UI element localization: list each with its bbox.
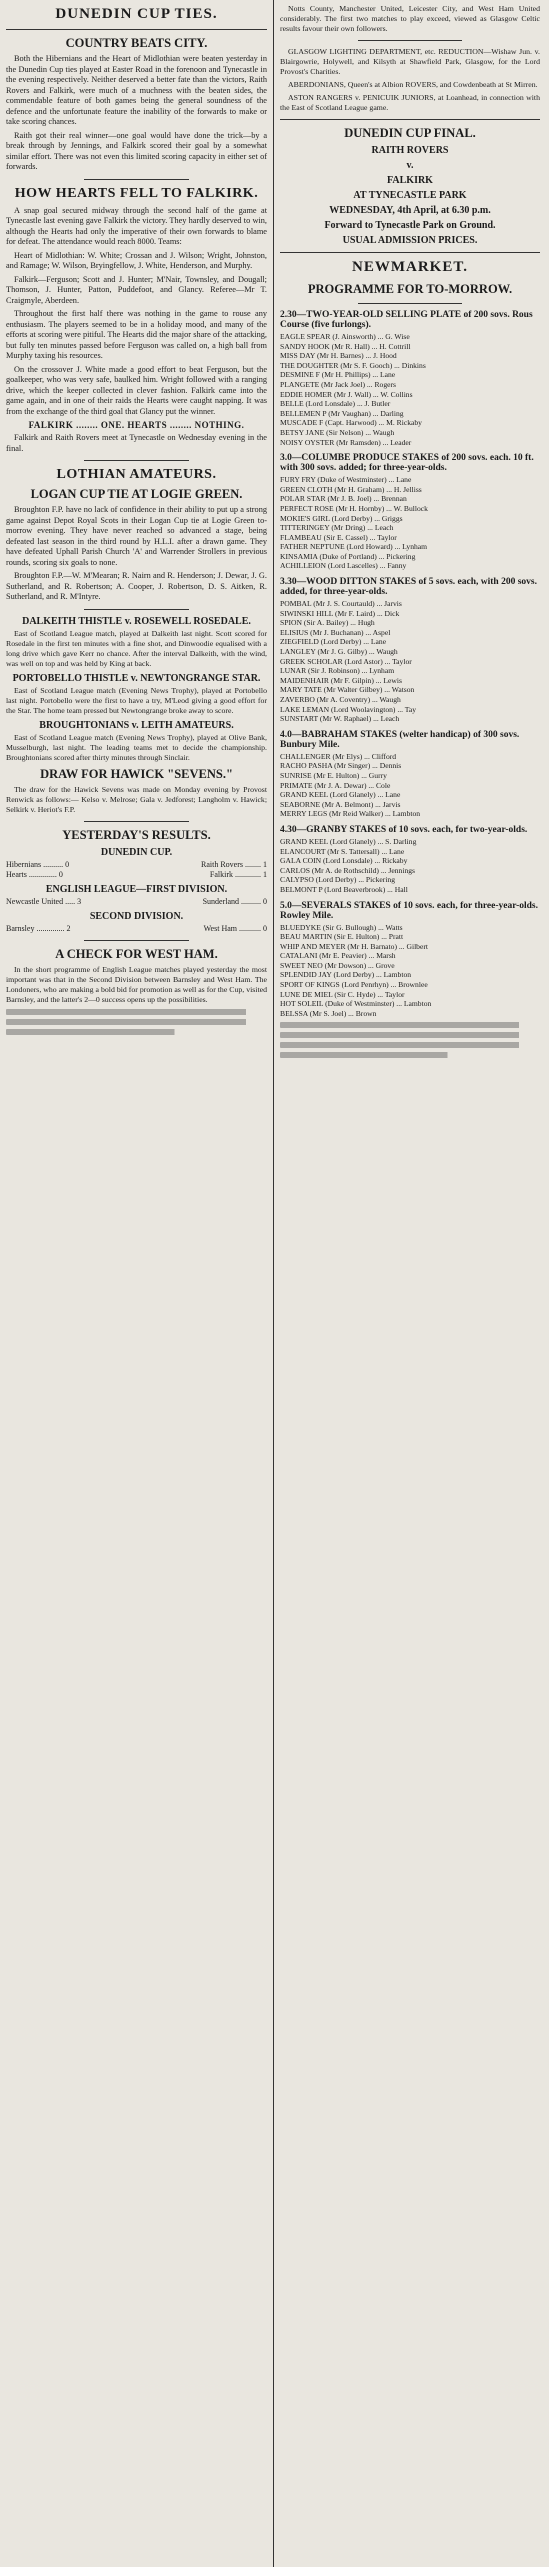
paragraph: Falkirk and Raith Rovers meet at Tynecastle on Wednesday evening in the final. <box>6 433 267 453</box>
results-subhead: ENGLISH LEAGUE—FIRST DIVISION. <box>45 883 228 895</box>
race-entry: MUSCADE F (Capt. Harwood) ... M. Rickaby <box>280 418 422 428</box>
paragraph: East of Scotland League match (Evening News Trophy), played at Portobello last night. Portobello were the first to have a try, M'Leod giving a good effort for the Star. The home team pressed but Newtongrange broke away to score. <box>6 685 267 715</box>
race-entry: GREEK SCHOLAR (Lord Astor) ... Taylor <box>280 656 412 666</box>
story-broughtonians-leith <box>6 720 267 763</box>
race-entry: POMBAL (Mr J. S. Courtauld) ... Jarvis <box>280 599 402 609</box>
race-entry: CATALANI (Mr E. Peavier) ... Marsh <box>280 951 396 961</box>
race-entry: BLUEDYKE (Sir G. Bullough) ... Watts <box>280 922 403 932</box>
race-entry: BELLEMEN P (Mr Vaughan) ... Darling <box>280 408 404 418</box>
race-entry: NOISY OYSTER (Mr Ramsden) ... Leader <box>280 437 412 447</box>
race-entry: ZAVERBO (Mr A. Coventry) ... Waugh <box>280 695 401 704</box>
paragraph: Notts County, Manchester United, Leicester City, and West Ham United considerably. The first two matches to play exceed, viewed as Glasgow Celtic results favour their own followers. <box>280 4 540 33</box>
paragraph: Broughton F.P.—W. M'Mearan; R. Nairn and R. Henderson; J. Dewar, J. G. Sutherland, and R. Robertson; A. Cooper, J. Robertson, D. S. Aitken, R. Sutherland, and R. M'Intyre. <box>6 571 267 601</box>
race-entry: SPLENDID JAY (Lord Derby) ... Lambton <box>280 970 412 980</box>
race-entry: SUNRISE (Mr E. Hulton) ... Gurry <box>280 770 387 780</box>
race-entry: MAIDENHAIR (Mr F. Gilpin) ... Lewis <box>280 675 402 685</box>
paragraph: A snap goal secured midway through the second half of the game at Tynecastle last evening gave Falkirk the victory. They hardly deserved to win, although the Hearts had only the imperative of their own forwards to blame for defeat. The attendance would reach 8000. Teams: <box>6 205 267 246</box>
divider <box>84 609 188 610</box>
race-entry: BELSSA (Mr S. Joel) ... Brown <box>280 1008 377 1018</box>
paragraph: East of Scotland League match (Evening News Trophy), played at Olive Bank, Musselburgh, last night. The leading teams met to decide the championship. Broughtonians scored after thirty minutes through Sinclair. <box>6 732 267 762</box>
race-entry: LUNE DE MIEL (Sir C. Hyde) ... Taylor <box>280 989 405 999</box>
race-entry: CHALLENGER (Mr Elys) ... Clifford <box>280 751 397 761</box>
headline: DRAW FOR HAWICK "SEVENS." <box>40 766 233 781</box>
race-entry: KINSAMIA (Duke of Portland) ... Pickering <box>280 551 416 561</box>
race-entry: TITTERINGEY (Mr Dring) ... Leach <box>280 523 394 533</box>
race-entry: BELLE (Lord Lonsdale) ... J. Butler <box>280 399 391 409</box>
race-entry: ZIEGFIELD (Lord Derby) ... Lane <box>280 637 387 647</box>
yesterdays-results <box>6 828 267 934</box>
illegible-text-block <box>6 1009 267 1035</box>
race-entry: BELMONT P (Lord Beaverbrook) ... Hall <box>280 884 408 894</box>
race-title: 3.30—WOOD DITTON STAKES of 5 sovs. each, with 200 sovs. added, for three-year-olds. <box>280 577 537 598</box>
paragraph: East of Scotland League match, played at Dalkeith last night. Scott scored for Rosedale in the first ten minutes with a fine shot, and Dinwoodie equalised with a long drive which gave Kerr no chance. After the interval Dalkeith, with the wind, was well on top and was held by King at back. <box>6 628 267 668</box>
score-line: FALKIRK ........ ONE. HEARTS ........ NOTHING. <box>28 420 245 430</box>
race-entry: LAKE LEMAN (Lord Woolavington) ... Tay <box>280 704 417 714</box>
race-title: 2.30—TWO-YEAR-OLD SELLING PLATE of 200 sovs. Rous Course (five furlongs). <box>280 310 533 330</box>
race-entry: HOT SOLEIL (Duke of Westminster) ... Lambton <box>280 999 432 1009</box>
race-entry: FATHER NEPTUNE (Lord Howard) ... Lynham <box>280 542 428 552</box>
race-entry: BEAU MARTIN (Sir E. Hulton) ... Pratt <box>280 932 404 942</box>
race-entry: RACHO PASHA (Mr Singer) ... Dennis <box>280 761 402 771</box>
race-entry: SIWINSKI HILL (Mr F. Laird) ... Dick <box>280 608 400 618</box>
results-subhead: SECOND DIVISION. <box>89 910 184 922</box>
masthead: DUNEDIN CUP TIES. <box>55 6 218 22</box>
race-entry: FURY FRY (Duke of Westminster) ... Lane <box>280 475 412 485</box>
paragraph: On the crossover J. White made a good effort to beat Ferguson, but the goalkeeper, who was very safe, baulked him. Wright followed with a ranging drive, which the keeper collected in clever fashion. Falkirk came into the game again, and in one of their raids the Hearts were caught napping. It was from the exchange of the third goal that Glancy put the winner. <box>6 364 267 416</box>
subheadline: LOGAN CUP TIE AT LOGIE GREEN. <box>30 487 243 501</box>
paragraph: The draw for the Hawick Sevens was made on Monday evening by Provost Renwick as follows:— Kelso v. Melrose; Gala v. Jedforest; Langholm v. Hawick; Selkirk v. Heriot's F.P. <box>6 784 267 814</box>
race-entry: SWEET NEO (Mr Dowson) ... Grove <box>280 960 395 970</box>
race-entry: BETSY JANE (Sir Nelson) ... Waugh <box>280 427 395 437</box>
divider <box>280 252 540 253</box>
race-entry: EDDIE HOMER (Mr J. Wall) ... W. Collins <box>280 389 413 399</box>
headline: A CHECK FOR WEST HAM. <box>55 946 218 961</box>
illegible-text-block <box>280 1022 540 1058</box>
race-entry: PERFECT ROSE (Mr H. Hornby) ... W. Bullock <box>280 503 428 513</box>
divider <box>280 119 540 120</box>
divider <box>84 460 188 461</box>
headline: DALKEITH THISTLE v. ROSEWELL ROSEDALE. <box>22 615 251 627</box>
headline: COUNTRY BEATS CITY. <box>65 36 208 50</box>
headline: HOW HEARTS FELL TO FALKIRK. <box>14 185 259 201</box>
result-row: Barnsley .............. 2 West Ham ........... 0 <box>6 923 267 933</box>
race <box>280 730 540 819</box>
divider <box>84 179 188 180</box>
race-entry: SANDY HOOK (Mr R. Hall) ... H. Cottrill <box>280 341 411 351</box>
race-list <box>280 310 540 1018</box>
race-entry: ACHILLEION (Lord Lascelles) ... Fanny <box>280 561 407 571</box>
race-entry: FLAMBEAU (Sir E. Cassel) ... Taylor <box>280 532 397 542</box>
race-title: 4.30—GRANBY STAKES of 10 sovs. each, for two-year-olds. <box>280 824 528 835</box>
race-entry: ELANCOURT (Mr S. Tattersall) ... Lane <box>280 846 405 856</box>
headline: YESTERDAY'S RESULTS. <box>62 827 211 842</box>
headline: LOTHIAN AMATEURS. <box>56 467 217 482</box>
race-entry: PLANGETE (Mr Jack Joel) ... Rogers <box>280 379 396 389</box>
race-entry: CALYPSO (Lord Derby) ... Pickering <box>280 875 396 885</box>
paragraph: Heart of Midlothian: W. White; Crossan and J. Wilson; Wright, Johnston, and Ramage; W. Wilson, Bryingfellow, J. White, Henderson, and Murphy. <box>6 250 267 270</box>
race-entry: MISS DAY (Mr H. Barnes) ... J. Hood <box>280 351 397 361</box>
race <box>280 577 540 724</box>
race-entry: GRAND KEEL (Lord Glanely) ... Lane <box>280 790 401 800</box>
race-entry: EAGLE SPEAR (J. Ainsworth) ... G. Wise <box>280 332 410 341</box>
notice: ASTON RANGERS v. PENICUIK JUNIORS, at Loanhead, in connection with the East of Scotland League game. <box>280 93 540 112</box>
story-hawick-sevens <box>6 767 267 815</box>
result-row: Newcastle United ..... 3 Sunderland .......... 0 <box>6 896 267 906</box>
race-entry: MARY TATE (Mr Walter Gilbey) ... Watson <box>280 685 415 695</box>
race-entry: CARLOS (Mr A. de Rothschild) ... Jennings <box>280 865 416 875</box>
race-entry: SPION (Sir A. Bailey) ... Hugh <box>280 618 375 628</box>
race <box>280 825 540 895</box>
headline: DUNEDIN CUP FINAL. <box>344 126 476 140</box>
paragraph: Raith got their real winner—one goal would have done the trick—by a break through by Jennings, and Falkirk scored their goal by a somewhat similar effort. There was not even this limited scoring capacity in either set of forwards. <box>6 130 267 171</box>
headline: NEWMARKET. <box>352 259 468 275</box>
race <box>280 453 540 571</box>
race-entry: GRAND KEEL (Lord Glanely) ... S. Darling <box>280 836 417 846</box>
headline: BROUGHTONIANS v. LEITH AMATEURS. <box>39 719 234 731</box>
race-entry: WHIP AND MEYER (Mr H. Barnato) ... Gilbert <box>280 941 428 951</box>
race-entry: SPORT OF KINGS (Lord Penrhyn) ... Brownlee <box>280 980 428 990</box>
race <box>280 310 540 447</box>
race-entry: GREEN CLOTH (Mr H. Graham) ... H. Jelliss <box>280 484 422 494</box>
divider <box>84 940 188 941</box>
race <box>280 901 540 1019</box>
result-row: Hearts .............. 0 Falkirk ............. 1 <box>6 869 267 879</box>
race-entry: THE DOUGHTER (Mr S. F. Gooch) ... Dinkins <box>280 360 426 370</box>
divider <box>84 821 188 822</box>
subheadline: PROGRAMME FOR TO-MORROW. <box>307 282 513 296</box>
race-entry: DESMINE F (Mr H. Phillips) ... Lane <box>280 370 396 380</box>
story-dalkeith-rosewell <box>6 616 267 669</box>
divider <box>6 29 267 30</box>
race-entry: LANGLEY (Mr J. G. Gilby) ... Waugh <box>280 647 398 657</box>
race-entry: SEABORNE (Mr A. Belmont) ... Jarvis <box>280 799 401 809</box>
story-portobello-newtongrange <box>6 673 267 716</box>
race-entry: MERRY LEGS (Mr Reid Walker) ... Lambton <box>280 809 421 819</box>
results-subhead: DUNEDIN CUP. <box>100 846 173 858</box>
story-hearts-falkirk <box>6 186 267 455</box>
paragraph: Throughout the first half there was nothing in the game to rouse any enthusiasm. The players seemed to be in a holiday mood, and many of the efforts at scoring were pitiful. The Hearts did the major share of the attacking, but fully ten minutes passed before Ferguson was called on, a high ball from Murphy taxing his resources. <box>6 309 267 360</box>
race-entry: SUNSTART (Mr W. Raphael) ... Leach <box>280 714 400 724</box>
race-entry: PRIMATE (Mr J. A. Dewar) ... Cole <box>280 780 391 790</box>
story-check-west-ham <box>6 947 267 1005</box>
story-lothian-amateurs <box>6 467 267 603</box>
paragraph: Broughton F.P. have no lack of confidence in their ability to put up a strong game against Depot Royal Scots in their Logan Cup tie at Logie Green to-morrow evening. They have never reached so advanced a stage, being defeated last season in the third round by H.L.I. after a drawn game. They have defeated Uphall Parish Church 'A' and Warrender Strollers in previous rounds, scoring six goals to none. <box>6 505 267 567</box>
right-column <box>274 0 548 2567</box>
paragraph: Both the Hibernians and the Heart of Midlothian were beaten yesterday in the Dunedin Cup ties played at Easter Road in the forenoon and Tynecastle in the evening respectively. Neither deserved a better fate than the victors, Raith Rovers and Falkirk, were much of a muchness with the beaten sides, the commendable feature of both games being the general soundness of the defence and the unfortunate feature the inability of the forwards to make or take scoring chances. <box>6 54 267 126</box>
newmarket-section <box>280 259 540 1018</box>
race-entry: ELISIUS (Mr J. Buchanan) ... Aspel <box>280 627 391 637</box>
paragraph: Falkirk—Ferguson; Scott and J. Hunter; M'Nair, Townsley, and Dougall; Thomson, J. Hunter, Patton, Puddefoot, and Glancy. Referee—Mr T. Craigmyle, Aberdeen. <box>6 274 267 305</box>
left-column <box>0 0 274 2567</box>
story-country-beats-city <box>6 36 267 173</box>
dunedin-cup-final-notice: DUNEDIN CUP FINAL. RAITH ROVERS v. FALKIRK AT TYNECASTLE PARK WEDNESDAY, 4th April, at 6.30 p.m. Forward to Tynecastle Park on Ground. USUAL ADMISSION PRICES. <box>280 126 540 246</box>
divider <box>358 303 462 304</box>
race-entry: GALA COIN (Lord Lonsdale) ... Rickaby <box>280 856 408 866</box>
race-title: 3.0—COLUMBE PRODUCE STAKES of 200 sovs. each. 10 ft. with 300 sovs. added; for three-year-olds. <box>280 453 534 474</box>
result-row: Hibernians .......... 0 Raith Rovers ........ 1 <box>6 859 267 869</box>
paragraph: In the short programme of English League matches played yesterday the most important was that in the Second Division between Barnsley and West Ham. The Londoners, who are making a bold bid for promotion as well as for the Cup, visited Barnsley, and the latter's 2—0 success opens up the possibilities. <box>6 964 267 1004</box>
notice: ABERDONIANS, Queen's at Albion ROVERS, and Cowdenbeath at St Mirren. <box>288 80 538 89</box>
race-title: 5.0—SEVERALS STAKES of 10 sovs. each, for three-year-olds. Rowley Mile. <box>280 900 539 921</box>
race-entry: LUNAR (Sir J. Robinson) ... Lynham <box>280 666 395 676</box>
headline: PORTOBELLO THISTLE v. NEWTONGRANGE STAR. <box>12 672 261 684</box>
divider <box>358 40 462 41</box>
notice: GLASGOW LIGHTING DEPARTMENT, etc. REDUCTION—Wishaw Jun. v. Blairgowrie, Holywell, and Kilsyth at Shawfield Park, Glasgow, for the Lord Provost's Charities. <box>280 47 540 76</box>
race-title: 4.0—BABRAHAM STAKES (welter handicap) of 300 sovs. Bunbury Mile. <box>280 729 520 750</box>
race-entry: MOKIE'S GIRL (Lord Derby) ... Griggs <box>280 513 403 523</box>
race-entry: POLAR STAR (Mr J. B. Joel) ... Brennan <box>280 494 407 504</box>
